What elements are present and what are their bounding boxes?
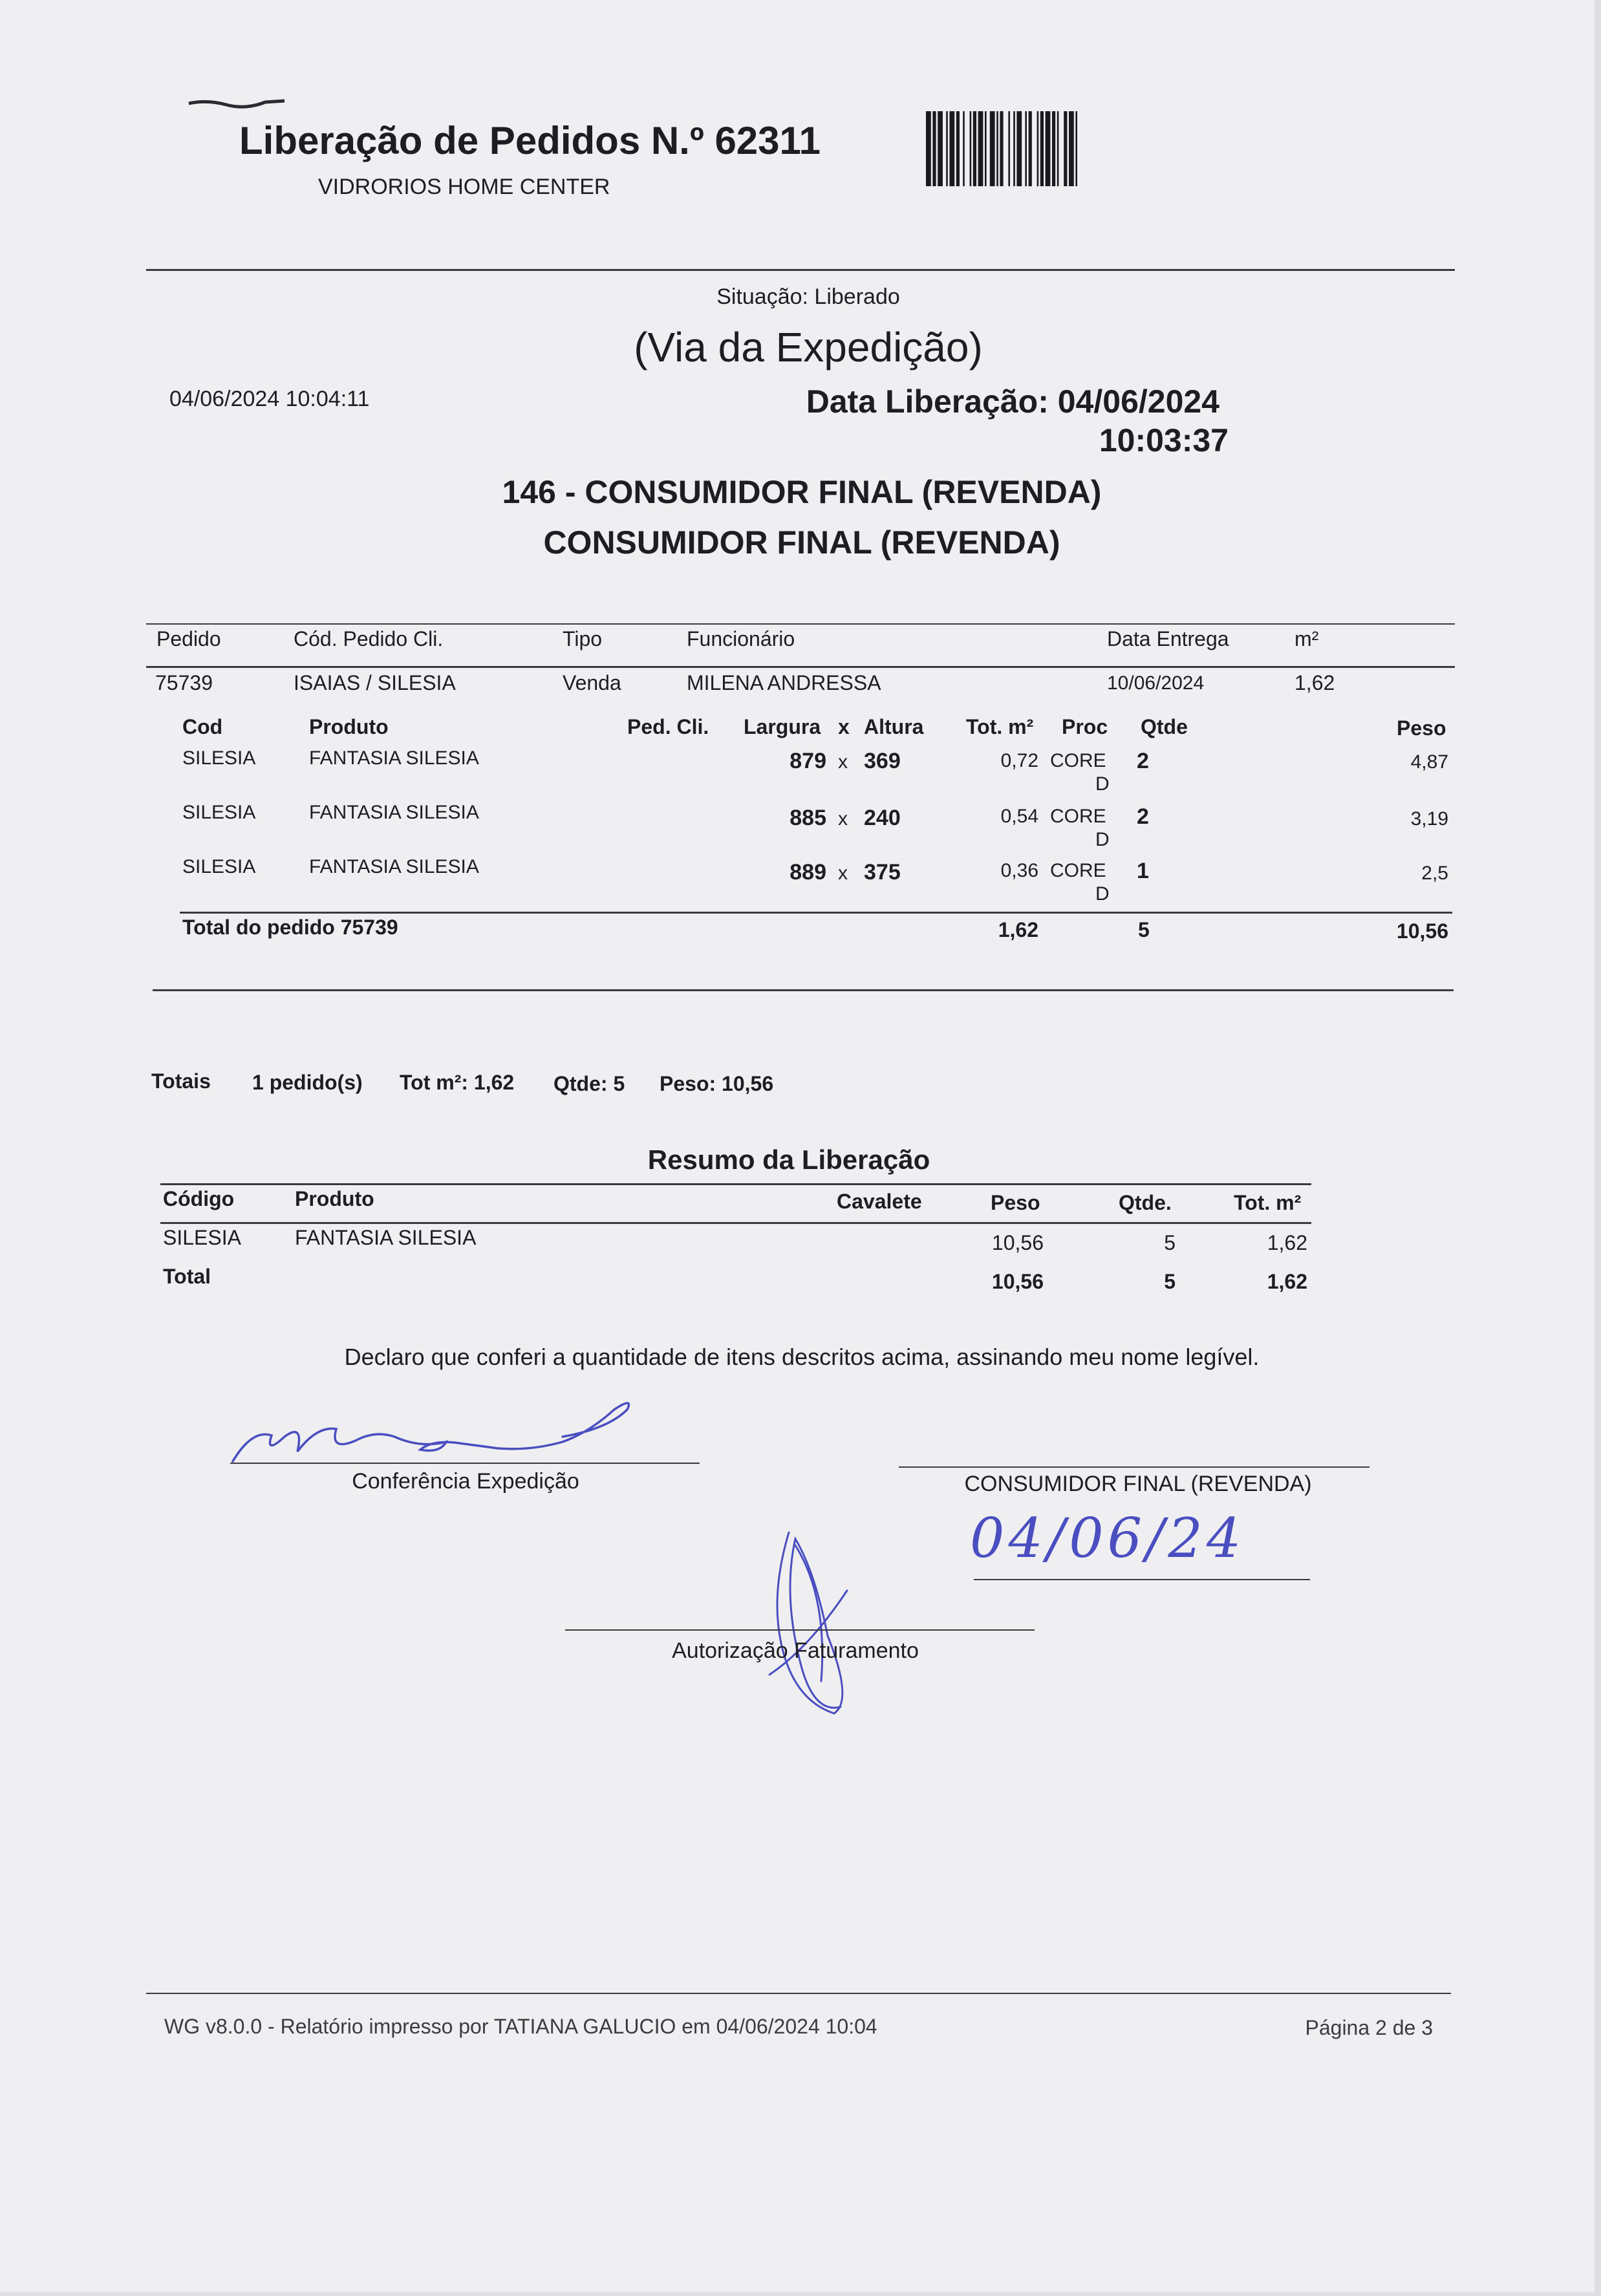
items-total-divider xyxy=(180,912,1452,914)
item-proc-cont: D xyxy=(1095,829,1110,850)
summary-col-cavalete: Cavalete xyxy=(837,1190,922,1213)
summary-header-divider xyxy=(160,1222,1311,1224)
summary-peso: 10,56 xyxy=(991,1231,1044,1254)
col-x: x xyxy=(838,715,850,738)
summary-col-tot-m2: Tot. m² xyxy=(1234,1191,1302,1214)
barcode-bar xyxy=(1075,111,1077,186)
barcode-bar xyxy=(963,111,965,186)
release-time: 10:03:37 xyxy=(1099,422,1229,458)
barcode-bar xyxy=(926,111,931,186)
barcode-bar xyxy=(990,111,995,186)
item-largura: 879 xyxy=(790,749,826,773)
col-ped-cli: Ped. Cli. xyxy=(627,715,709,738)
barcode-bar xyxy=(946,111,948,186)
scan-mark xyxy=(188,97,291,110)
item-proc: CORE xyxy=(1050,750,1106,771)
barcode-bar xyxy=(1064,111,1067,186)
totals-peso: Peso: 10,56 xyxy=(660,1072,774,1095)
col-data-entrega: Data Entrega xyxy=(1107,627,1229,650)
client-line-1: 146 - CONSUMIDOR FINAL (REVENDA) xyxy=(502,474,1102,510)
item-cod: SILESIA xyxy=(182,747,256,769)
item-largura: 889 xyxy=(790,860,826,885)
signature-line-right xyxy=(899,1466,1370,1468)
barcode-bar xyxy=(978,111,983,186)
summary-total-label: Total xyxy=(163,1265,211,1288)
summary-top-divider xyxy=(160,1183,1311,1185)
signature-line-left xyxy=(230,1463,700,1464)
totals-qtde: Qtde: 5 xyxy=(553,1072,625,1095)
items-total-peso: 10,56 xyxy=(1396,919,1448,943)
barcode-bar xyxy=(932,111,936,186)
col-peso: Peso xyxy=(1397,716,1446,740)
summary-total-m2: 1,62 xyxy=(1267,1270,1307,1293)
signature-label-right: CONSUMIDOR FINAL (REVENDA) xyxy=(964,1472,1312,1496)
handwritten-date: 04/06/24 xyxy=(970,1507,1245,1570)
barcode-bar xyxy=(1016,111,1022,186)
release-date: Data Liberação: 04/06/2024 xyxy=(806,383,1220,420)
summary-codigo: SILESIA xyxy=(163,1226,241,1249)
barcode-bar xyxy=(1013,111,1015,186)
barcode-bar xyxy=(1037,111,1039,186)
item-x: x xyxy=(838,751,848,773)
summary-total-peso: 10,56 xyxy=(991,1270,1044,1293)
item-tot-m2: 0,54 xyxy=(1000,806,1038,827)
col-proc: Proc xyxy=(1062,715,1108,738)
via-title: (Via da Expedição) xyxy=(634,324,983,370)
barcode-bar xyxy=(996,111,998,186)
order-delivery-date: 10/06/2024 xyxy=(1107,672,1205,694)
footer-report: WG v8.0.0 - Relatório impresso por TATIANA GALUCIO em 04/06/2024 10:04 xyxy=(164,2015,877,2038)
col-cod: Cod xyxy=(182,715,223,738)
col-largura: Largura xyxy=(744,715,821,738)
item-x: x xyxy=(838,863,848,884)
signature-label-left: Conferência Expedição xyxy=(352,1469,579,1494)
order-client-code: ISAIAS / SILESIA xyxy=(294,671,456,694)
barcode-bar xyxy=(1052,111,1055,186)
barcode-bar xyxy=(956,111,960,186)
initials-handwriting xyxy=(757,1519,854,1726)
col-tipo: Tipo xyxy=(563,627,603,650)
items-total-label: Total do pedido 75739 xyxy=(182,916,398,939)
item-tot-m2: 0,72 xyxy=(1000,750,1038,771)
summary-qtde: 5 xyxy=(1164,1231,1176,1254)
item-altura: 369 xyxy=(864,749,901,773)
totals-pedidos: 1 pedido(s) xyxy=(252,1071,363,1094)
items-total-qtde: 5 xyxy=(1138,918,1150,941)
order-header-divider xyxy=(146,666,1455,668)
summary-col-qtde: Qtde. xyxy=(1119,1191,1172,1214)
footer-page: Página 2 de 3 xyxy=(1305,2016,1433,2039)
barcode-bar xyxy=(1008,111,1010,186)
item-proc: CORE xyxy=(1050,860,1106,881)
item-qtde: 2 xyxy=(1137,804,1149,829)
col-altura: Altura xyxy=(864,715,924,738)
order-type: Venda xyxy=(563,671,621,694)
barcode-bar xyxy=(938,111,943,186)
item-cod: SILESIA xyxy=(182,856,256,877)
declaration-text: Declaro que conferi a quantidade de itens descritos acima, assinando meu nome legível. xyxy=(344,1344,1260,1370)
item-produto: FANTASIA SILESIA xyxy=(309,802,479,823)
summary-col-codigo: Código xyxy=(163,1187,235,1210)
summary-total-qtde: 5 xyxy=(1164,1270,1176,1293)
item-proc: CORE xyxy=(1050,806,1106,827)
status-text: Situação: Liberado xyxy=(716,284,900,309)
item-peso: 2,5 xyxy=(1421,863,1448,884)
order-table-top xyxy=(146,623,1455,625)
barcode-bar xyxy=(970,111,972,186)
item-qtde: 2 xyxy=(1137,749,1149,773)
footer-divider xyxy=(146,1993,1451,1994)
summary-col-produto: Produto xyxy=(295,1187,374,1210)
col-tot-m2: Tot. m² xyxy=(966,715,1034,738)
item-tot-m2: 0,36 xyxy=(1000,860,1038,881)
col-produto: Produto xyxy=(309,715,389,738)
barcode-bar xyxy=(1057,111,1059,186)
barcode-bar xyxy=(985,111,987,186)
col-cod-pedido-cli: Cód. Pedido Cli. xyxy=(294,627,444,650)
item-x: x xyxy=(838,808,848,830)
barcode-bar xyxy=(1029,111,1032,186)
order-employee: MILENA ANDRESSA xyxy=(687,671,881,694)
col-qtde: Qtde xyxy=(1141,715,1188,738)
signature-line-center xyxy=(565,1629,1035,1631)
item-proc-cont: D xyxy=(1095,773,1110,795)
company-name: VIDRORIOS HOME CENTER xyxy=(318,175,610,199)
order-number: 75739 xyxy=(155,671,213,694)
section-divider xyxy=(153,989,1454,991)
barcode-bar xyxy=(1040,111,1044,186)
barcode-bar xyxy=(949,111,954,186)
item-largura: 885 xyxy=(790,806,826,830)
col-funcionario: Funcionário xyxy=(687,627,795,650)
item-peso: 4,87 xyxy=(1410,751,1448,773)
header-divider xyxy=(146,269,1455,271)
barcode-bar xyxy=(1069,111,1074,186)
item-altura: 240 xyxy=(864,806,901,830)
item-cod: SILESIA xyxy=(182,802,256,823)
col-pedido: Pedido xyxy=(156,627,221,650)
item-altura: 375 xyxy=(864,860,901,885)
summary-tot-m2: 1,62 xyxy=(1267,1231,1307,1254)
summary-title: Resumo da Liberação xyxy=(647,1144,930,1175)
col-m2: m² xyxy=(1295,627,1319,650)
printed-datetime: 04/06/2024 10:04:11 xyxy=(169,387,370,411)
barcode-bar xyxy=(1046,111,1051,186)
item-produto: FANTASIA SILESIA xyxy=(309,747,479,769)
barcode-bar xyxy=(973,111,976,186)
barcode-bar xyxy=(1025,111,1027,186)
item-qtde: 1 xyxy=(1137,859,1149,883)
item-produto: FANTASIA SILESIA xyxy=(309,856,479,877)
totals-m2: Tot m²: 1,62 xyxy=(400,1071,515,1094)
item-proc-cont: D xyxy=(1095,883,1110,905)
date-line xyxy=(974,1579,1310,1580)
document-title: Liberação de Pedidos N.º 62311 xyxy=(239,119,821,162)
summary-col-peso: Peso xyxy=(991,1191,1040,1214)
order-m2: 1,62 xyxy=(1295,671,1335,694)
totals-label: Totais xyxy=(151,1069,211,1093)
item-peso: 3,19 xyxy=(1410,808,1448,830)
signature-label-center: Autorização Faturamento xyxy=(672,1638,919,1663)
barcode-bar xyxy=(1000,111,1003,186)
signature-handwriting xyxy=(226,1390,647,1468)
items-total-m2: 1,62 xyxy=(998,918,1038,941)
client-line-2: CONSUMIDOR FINAL (REVENDA) xyxy=(543,524,1060,561)
barcode xyxy=(926,111,1156,186)
summary-produto: FANTASIA SILESIA xyxy=(295,1226,477,1249)
